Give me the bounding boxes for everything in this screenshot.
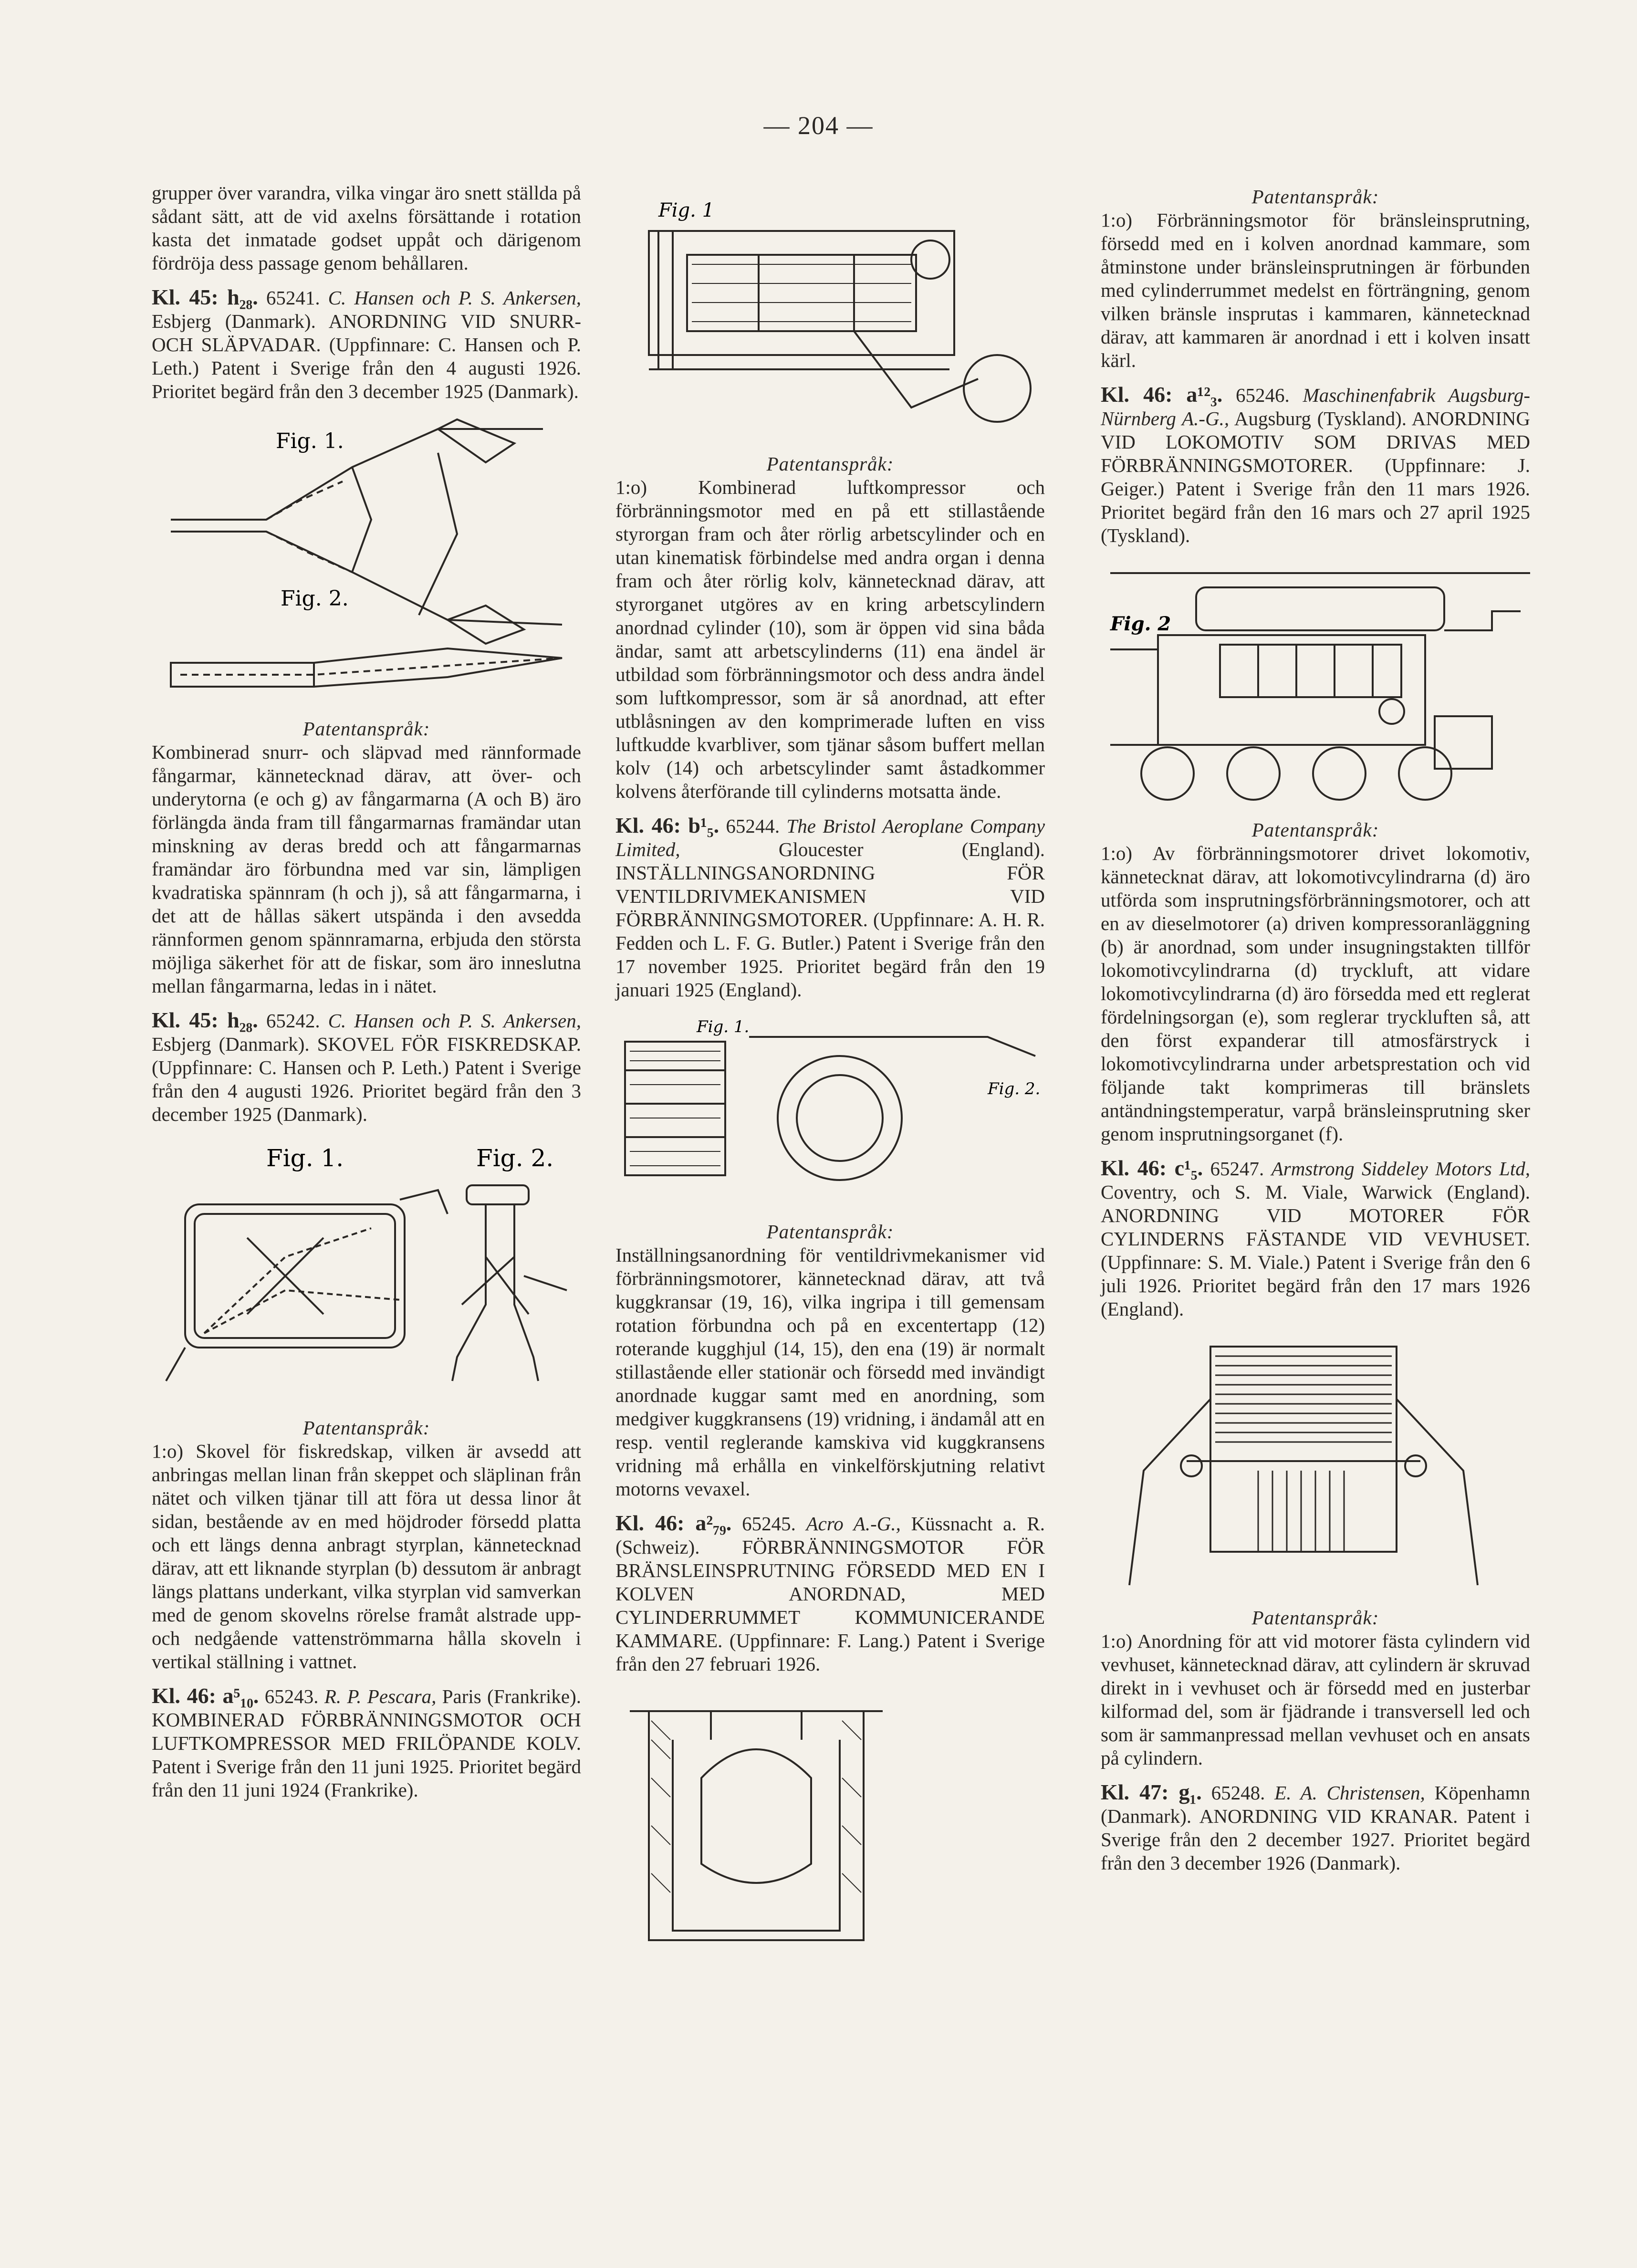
figure-lokomotiv bbox=[1101, 554, 1530, 807]
inventor-names: Maschinenfabrik Augsburg-Nürnberg A.-G., bbox=[1101, 384, 1530, 429]
snurrvad-drawing bbox=[152, 410, 581, 706]
entry-body: Esbjerg (Danmark). ANORDNING VID SNURR- OCH SLÄPVADAR. (Uppfinnare: C. Hansen och P. Leth.) Patent i Sverige från den 4 augusti 1926. Prioritet begärd från den 3 december 1925 (Danmark). bbox=[152, 310, 581, 402]
class-heading: Kl. 46: b¹₅. bbox=[615, 813, 719, 837]
class-heading: Kl. 47: g₁. bbox=[1101, 1780, 1202, 1804]
column-3 bbox=[1101, 181, 1530, 1875]
claim-heading: Patentanspråk: bbox=[766, 453, 894, 475]
entry-65244 bbox=[615, 814, 1045, 1002]
fig1-label: Fig. 1. bbox=[697, 1017, 750, 1036]
entry-body: Augsburg (Tyskland). ANORDNING VID LOKOMOTIV SOM DRIVAS MED FÖRBRÄNNINGSMOTORER. (Uppfinnare: J. Geiger.) Patent i Sverige från den 11 mars 1926. Prioritet begärd från den 16 mars och 27 april 1925 (Tyskland). bbox=[1101, 408, 1530, 546]
entry-65243 bbox=[152, 1684, 581, 1802]
entry-body: Paris (Frankrike). KOMBINERAD FÖRBRÄNNINGSMOTOR OCH LUFTKOMPRESSOR MED FRILÖPANDE KOLV. Patent i Sverige från den 11 juni 1925. Prioritet begärd från den 11 juni 1924 (Frankrike). bbox=[152, 1685, 581, 1801]
patent-number: 65244. bbox=[726, 815, 780, 837]
figure-cylinder bbox=[1101, 1327, 1530, 1595]
entry-body: Küssnacht a. R. (Schweiz). FÖRBRÄNNINGSMOTOR FÖR BRÄNSLEINSPRUTNING FÖRSEDD MED EN I KOLVEN ANORDNAD, MED CYLINDERRUMMET KOMMUNICERANDE KAMMARE. (Uppfinnare: F. Lang.) Patent i Sverige från den 27 februari 1926. bbox=[615, 1513, 1045, 1675]
patent-number: 65245. bbox=[742, 1513, 796, 1535]
entry-65248 bbox=[1101, 1780, 1530, 1875]
column-1 bbox=[152, 181, 581, 1802]
fig2-label: Fig. 2. bbox=[988, 1079, 1041, 1098]
intro-text: grupper över varandra, vilka vingar äro snett ställda på sådant sätt, att de vid axelns försättande i rotation kasta det inmatade godset uppåt och därigenom fördröja dess passage genom behållaren. bbox=[152, 182, 581, 274]
fig2-label: Fig. 2. bbox=[476, 1144, 554, 1172]
class-heading: Kl. 45: h₂₈. bbox=[152, 1008, 258, 1032]
claim-text: Inställningsanordning för ventildrivmekanismer vid förbränningsmotorer, kännetecknad därav, att två kuggkransar (19, 16), vilka ingripa i till gemensam rotation förbundna och på en excentertapp (12) roterande kugghjul (14, 15), den ena (19) är normalt stillastående eller stationär och försedd med invändigt anordnade kuggar samt med en anordning, som medgiver kuggkransens (19) vridning, i ändamål att en resp. ventil reglerande kamskiva vid kuggkransens vridning må erhålla en vinkelförskjutning relativt motorns vevaxel. bbox=[615, 1244, 1045, 1500]
kolv-drawing bbox=[615, 1683, 949, 1959]
figure-ventil bbox=[615, 1008, 1045, 1209]
claim-text: Kombinerad snurr- och släpvad med rännformade fångarmar, kännetecknad därav, att över- och underytorna (e och g) av fångarmarna (A och B) äro förlängda ända fram till fångarmarnas framändar utan minskning av deras bredd och att fångarmarnas framändar äro förbundna med var sin, lämpligen kvadratiska spännram (h och j), så att fångarmarna, i det att de hållas säkert utspända i den avsedda rännformen genom spännramarna, erbjuda den största möjliga säkerhet för att de fiskar, som äro inneslutna mellan fångarmarna, ledas in i nätet. bbox=[152, 741, 581, 997]
figure-skovel bbox=[152, 1133, 581, 1405]
claim-text: 1:o) Skovel för fiskredskap, vilken är avsedd att anbringas mellan linan från skeppet och släplinan från nätet och vilken tjänar till att föra ut dessa linor åt sidan, bestående av en med höjdroder försedd platta och ett längs denna anbragt styrplan, kännetecknad därav, att ett liknande styrplan (b) dessutom är anbragt längs plattans underkant, vilka styrplan vid samverkan med de genom skovelns rörelse framåt alstrade upp- och nedgående vattenströmmarna hålla skoveln i vertikal ställning i vattnet. bbox=[152, 1440, 581, 1672]
inventor-names: The Bristol Aeroplane Company Limited, bbox=[615, 815, 1045, 860]
inventor-names: C. Hansen och P. S. Ankersen, bbox=[328, 1010, 582, 1032]
fig1-label: Fig. 1. bbox=[266, 1144, 344, 1172]
entry-65245 bbox=[615, 1511, 1045, 1676]
patent-number: 65243. bbox=[264, 1685, 319, 1707]
lokomotiv-drawing bbox=[1101, 554, 1530, 807]
class-heading: Kl. 46: a²₇₉. bbox=[615, 1511, 732, 1535]
entry-65247 bbox=[1101, 1156, 1530, 1321]
inventor-names: Acro A.-G., bbox=[806, 1513, 901, 1535]
ventil-drawing bbox=[615, 1008, 1045, 1209]
patent-number: 65246. bbox=[1236, 384, 1290, 406]
class-heading: Kl. 45: h₂₈. bbox=[152, 285, 258, 309]
entry-body: Köpenhamn (Danmark). ANORDNING VID KRANAR. Patent i Sverige från den 2 december 1927. Prioritet begärd från den 3 december 1926 (Danmark). bbox=[1101, 1782, 1531, 1874]
claim-heading: Patentanspråk: bbox=[1251, 1607, 1379, 1629]
inventor-names: C. Hansen och P. S. Ankersen, bbox=[328, 287, 582, 309]
class-heading: Kl. 46: a¹²₃. bbox=[1101, 382, 1223, 407]
claim-text: 1:o) Av förbränningsmotorer drivet lokomotiv, kännetecknat därav, att lokomotivcylindrarna (d) äro utförda som insprutningsförbränningsmotorer, och att en av dieselmotorer (a) driven kompressoranläggning (b) är anordnad, som under insugningstakten tillför lokomotivcylindrarna (d) tryckluft, att vidare lokomotivcylindrarna (d) äro försedda med ett reglerat fördelningsorgan (e), som reglerar tryckluften så, att den först expanderar till atmosfärstryck i lokomotivcylindrarna under arbetsprestation och vid följande takt komprimeras till bränslets antändningstemperatur, varpå bränsleinsprutning sker genom insprutningsorganet (f). bbox=[1101, 842, 1530, 1145]
claim-heading: Patentanspråk: bbox=[302, 1417, 430, 1439]
class-heading: Kl. 46: a⁵₁₀. bbox=[152, 1683, 259, 1708]
fig1-label: Fig. 1 bbox=[658, 199, 715, 221]
claim-heading: Patentanspråk: bbox=[1251, 819, 1379, 841]
fig1-label: Fig. 1. bbox=[276, 429, 344, 453]
patent-number: 65242. bbox=[266, 1010, 320, 1032]
skovel-drawing bbox=[152, 1133, 581, 1405]
patent-number: 65248. bbox=[1211, 1782, 1265, 1804]
fig2-label: Fig. 2. bbox=[281, 586, 349, 611]
inventor-names: Armstrong Siddeley Motors Ltd, bbox=[1271, 1158, 1531, 1180]
inventor-names: R. P. Pescara, bbox=[324, 1685, 437, 1707]
column-2 bbox=[615, 181, 1045, 1971]
entry-65242 bbox=[152, 1008, 581, 1126]
claim-heading: Patentanspråk: bbox=[1251, 186, 1379, 208]
fig2-label: Fig. 2 bbox=[1110, 613, 1171, 635]
figure-kolv bbox=[615, 1683, 1045, 1959]
entry-body: Gloucester (England). INSTÄLLNINGSANORDNING FÖR VENTILDRIVMEKANISMEN VID FÖRBRÄNNINGSMOTORER. (Uppfinnare: A. H. R. Fedden och L. F. G. Butler.) Patent i Sverige från den 17 november 1925. Prioritet begärd från den 19 januari 1925 (England). bbox=[615, 838, 1045, 1001]
patent-number: 65247. bbox=[1210, 1158, 1264, 1180]
class-heading: Kl. 46: c¹₅. bbox=[1101, 1156, 1203, 1180]
figure-snurrvad bbox=[152, 410, 581, 706]
claim-text: 1:o) Kombinerad luftkompressor och förbränningsmotor med en på ett stillastående styrorgan fram och åter rörlig arbetscylinder och en utan kinematisk förbindelse med andra organ i denna fram och åter rörlig kolv, kännetecknad därav, att styrorganet utgöres av en kring arbetscylindern anordnad cylinder (10), som är öppen vid sina båda ändar, samt att arbetscylinderns (11) ena ändel är utbildad som förbränningsmotor och dess andra ändel som luftkompressor, som är så anordnad, att efter utblåsningen av den komprimerade luften en viss luftkudde kvarbliver, som tjänar såsom buffert mellan kolv (14) och arbetscylinder samt åstadkommer kolvens återförande till cylinderns motsatta ände. bbox=[615, 476, 1045, 802]
claim-text: 1:o) Anordning för att vid motorer fästa cylindern vid vevhuset, kännetecknad därav, att cylindern är skruvad direkt in i vevhuset och är försedd med en justerbar kilformad del, som är fjädrande i transversell led och som är sammanpressad mellan vevhuset och en ansats på cylindern. bbox=[1101, 1630, 1530, 1769]
entry-body: Esbjerg (Danmark). SKOVEL FÖR FISKREDSKAP. (Uppfinnare: C. Hansen och P. Leth.) Patent i Sverige från den 4 augusti 1926. Prioritet begärd från den 3 december 1925 (Danmark). bbox=[152, 1033, 581, 1125]
figure-kompressor bbox=[615, 188, 1045, 441]
page-number: — 204 — bbox=[763, 111, 874, 140]
claim-heading: Patentanspråk: bbox=[302, 718, 430, 740]
entry-65246 bbox=[1101, 383, 1530, 547]
inventor-names: E. A. Christensen, bbox=[1274, 1782, 1425, 1804]
patent-number: 65241. bbox=[266, 287, 320, 309]
cylinder-drawing bbox=[1101, 1327, 1530, 1595]
kompressor-drawing bbox=[615, 188, 1045, 441]
claim-heading: Patentanspråk: bbox=[766, 1221, 894, 1243]
entry-65241 bbox=[152, 285, 581, 403]
claim-text: 1:o) Förbränningsmotor för bränsleinsprutning, försedd med en i kolven anordnad kammare, som åtminstone under bränsleinsprutningen är förbunden med cylinderrummet medelst en förträngning, genom vilken bränsle insprutas i kammaren, kännetecknad därav, att kammaren är anordnad i ett i kolven insatt kärl. bbox=[1101, 209, 1530, 371]
entry-body: Coventry, och S. M. Viale, Warwick (England). ANORDNING VID MOTORER FÖR CYLINDERNS FÄSTANDE VID VEVHUSET. (Uppfinnare: S. M. Viale.) Patent i Sverige från den 6 juli 1926. Prioritet begärd från den 17 mars 1926 (England). bbox=[1101, 1181, 1530, 1320]
